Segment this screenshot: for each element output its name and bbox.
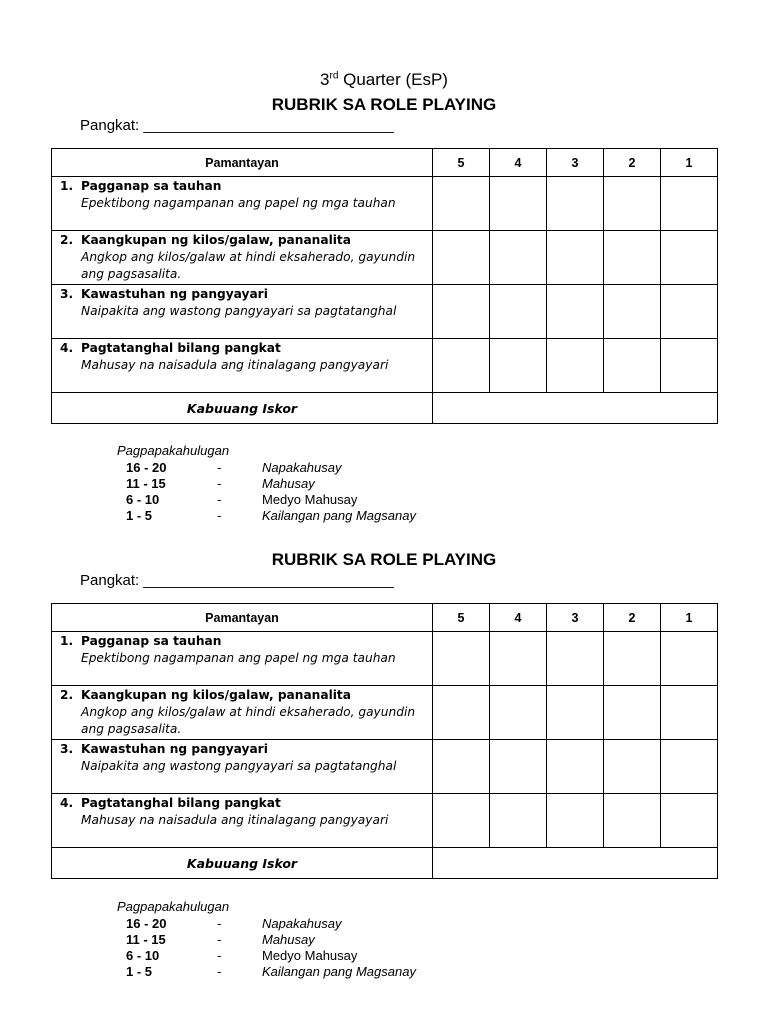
legend-description: Medyo Mahusay bbox=[262, 492, 358, 507]
criterion-title: Kawastuhan ng pangyayari bbox=[81, 742, 268, 756]
score-cell-1[interactable] bbox=[661, 740, 718, 794]
criterion-heading bbox=[52, 741, 432, 758]
criterion-heading bbox=[52, 687, 432, 704]
score-legend bbox=[117, 443, 416, 524]
pangkat-blank-line[interactable]: ______________________________ bbox=[143, 117, 394, 134]
table-header-row bbox=[52, 604, 718, 632]
legend-row bbox=[117, 964, 416, 980]
quarter-label: Quarter (EsP) bbox=[338, 70, 448, 89]
score-cell-4[interactable] bbox=[490, 794, 547, 848]
column-header-score-5: 5 bbox=[433, 604, 490, 632]
rubric-title: RUBRIK SA ROLE PLAYING bbox=[271, 95, 497, 114]
score-cell-1[interactable] bbox=[661, 794, 718, 848]
criterion-heading bbox=[52, 178, 432, 195]
legend-title: Pagpapakahulugan bbox=[117, 443, 230, 458]
legend-row bbox=[117, 916, 416, 932]
criterion-description: Epektibong nagampanan ang papel ng mga tauhan bbox=[81, 196, 396, 210]
pangkat-blank-line[interactable]: ______________________________ bbox=[143, 572, 394, 589]
score-cell-4[interactable] bbox=[490, 231, 547, 285]
score-cell-3[interactable] bbox=[547, 285, 604, 339]
score-cell-3[interactable] bbox=[547, 177, 604, 231]
table-row bbox=[52, 285, 718, 339]
table-row bbox=[52, 177, 718, 231]
rubric-table bbox=[51, 148, 718, 424]
quarter-number: 3 bbox=[320, 70, 330, 89]
criterion-heading bbox=[52, 340, 432, 357]
column-header-score-2: 2 bbox=[604, 149, 661, 177]
total-score-cell[interactable] bbox=[433, 848, 718, 879]
legend-description: Mahusay bbox=[262, 476, 315, 491]
criterion-heading bbox=[52, 232, 432, 249]
criterion-number: 3. bbox=[60, 742, 74, 756]
column-header-score-1: 1 bbox=[661, 604, 718, 632]
score-cell-3[interactable] bbox=[547, 231, 604, 285]
legend-range: 16 - 20 bbox=[126, 916, 167, 931]
score-cell-5[interactable] bbox=[433, 231, 490, 285]
total-row bbox=[52, 393, 718, 424]
criterion-title: Kawastuhan ng pangyayari bbox=[81, 287, 268, 301]
legend-dash: - bbox=[217, 964, 222, 979]
score-cell-5[interactable] bbox=[433, 686, 490, 740]
score-cell-1[interactable] bbox=[661, 285, 718, 339]
score-cell-5[interactable] bbox=[433, 339, 490, 393]
score-cell-3[interactable] bbox=[547, 632, 604, 686]
legend-range: 6 - 10 bbox=[126, 492, 160, 507]
criterion-description: Mahusay na naisadula ang itinalagang pangyayari bbox=[81, 813, 389, 827]
criterion-cell bbox=[52, 177, 433, 231]
legend-row bbox=[117, 948, 416, 964]
score-cell-5[interactable] bbox=[433, 632, 490, 686]
criterion-cell bbox=[52, 686, 433, 740]
criterion-title: Pagtatanghal bilang pangkat bbox=[81, 796, 281, 810]
score-cell-4[interactable] bbox=[490, 740, 547, 794]
rubric-table bbox=[51, 603, 718, 879]
criterion-title: Pagganap sa tauhan bbox=[81, 179, 222, 193]
legend-dash: - bbox=[217, 460, 222, 475]
score-cell-3[interactable] bbox=[547, 339, 604, 393]
score-cell-2[interactable] bbox=[604, 339, 661, 393]
legend-title: Pagpapakahulugan bbox=[117, 899, 230, 914]
pangkat-label: Pangkat: bbox=[80, 117, 140, 134]
criterion-title: Pagtatanghal bilang pangkat bbox=[81, 341, 281, 355]
criterion-title: Pagganap sa tauhan bbox=[81, 634, 222, 648]
column-header-pamantayan: Pamantayan bbox=[52, 604, 433, 632]
legend-description: Napakahusay bbox=[262, 460, 342, 475]
score-cell-2[interactable] bbox=[604, 794, 661, 848]
legend-dash: - bbox=[217, 508, 222, 523]
table-row bbox=[52, 686, 718, 740]
score-cell-4[interactable] bbox=[490, 285, 547, 339]
legend-range: 1 - 5 bbox=[126, 964, 153, 979]
legend-dash: - bbox=[217, 492, 222, 507]
rubric-title: RUBRIK SA ROLE PLAYING bbox=[271, 550, 497, 569]
criterion-number: 1. bbox=[60, 634, 74, 648]
legend-dash: - bbox=[217, 916, 222, 931]
criterion-description: Angkop ang kilos/galaw at hindi eksaherado, gayundin ang pagsasalita. bbox=[81, 250, 416, 281]
score-cell-1[interactable] bbox=[661, 231, 718, 285]
table-row bbox=[52, 339, 718, 393]
total-score-cell[interactable] bbox=[433, 393, 718, 424]
legend-dash: - bbox=[217, 932, 222, 947]
criterion-cell bbox=[52, 339, 433, 393]
criterion-heading bbox=[52, 633, 432, 650]
score-cell-1[interactable] bbox=[661, 339, 718, 393]
legend-row bbox=[117, 492, 416, 508]
column-header-score-2: 2 bbox=[604, 604, 661, 632]
quarter-ordinal-suffix: rd bbox=[329, 70, 339, 82]
criterion-description: Epektibong nagampanan ang papel ng mga tauhan bbox=[81, 651, 396, 665]
legend-range: 1 - 5 bbox=[126, 508, 153, 523]
criterion-number: 2. bbox=[60, 688, 74, 702]
criterion-heading bbox=[52, 795, 432, 812]
total-row bbox=[52, 848, 718, 879]
score-cell-5[interactable] bbox=[433, 740, 490, 794]
score-cell-3[interactable] bbox=[547, 794, 604, 848]
criterion-heading bbox=[52, 286, 432, 303]
column-header-score-4: 4 bbox=[490, 149, 547, 177]
score-cell-1[interactable] bbox=[661, 632, 718, 686]
legend-dash: - bbox=[217, 476, 222, 491]
score-cell-2[interactable] bbox=[604, 632, 661, 686]
criterion-description: Angkop ang kilos/galaw at hindi eksaherado, gayundin ang pagsasalita. bbox=[81, 705, 416, 736]
legend-description: Kailangan pang Magsanay bbox=[262, 508, 416, 523]
pangkat-field[interactable] bbox=[80, 117, 394, 134]
score-cell-2[interactable] bbox=[604, 686, 661, 740]
table-row bbox=[52, 740, 718, 794]
score-legend bbox=[117, 899, 416, 980]
criterion-description: Naipakita ang wastong pangyayari sa pagtatanghal bbox=[81, 304, 397, 318]
criterion-description: Mahusay na naisadula ang itinalagang pangyayari bbox=[81, 358, 389, 372]
score-cell-3[interactable] bbox=[547, 686, 604, 740]
table-row bbox=[52, 632, 718, 686]
score-cell-4[interactable] bbox=[490, 177, 547, 231]
pangkat-field[interactable] bbox=[80, 572, 394, 589]
legend-range: 16 - 20 bbox=[126, 460, 167, 475]
legend-row bbox=[117, 508, 416, 524]
score-cell-4[interactable] bbox=[490, 339, 547, 393]
legend-row bbox=[117, 476, 416, 492]
score-cell-2[interactable] bbox=[604, 177, 661, 231]
score-cell-1[interactable] bbox=[661, 177, 718, 231]
table-header-row bbox=[52, 149, 718, 177]
legend-description: Napakahusay bbox=[262, 916, 342, 931]
column-header-score-5: 5 bbox=[433, 149, 490, 177]
score-cell-1[interactable] bbox=[661, 686, 718, 740]
criterion-cell bbox=[52, 231, 433, 285]
criterion-number: 4. bbox=[60, 341, 74, 355]
criterion-cell bbox=[52, 632, 433, 686]
column-header-score-3: 3 bbox=[547, 149, 604, 177]
legend-description: Kailangan pang Magsanay bbox=[262, 964, 416, 979]
legend-range: 11 - 15 bbox=[126, 476, 166, 491]
criterion-number: 3. bbox=[60, 287, 74, 301]
pangkat-label: Pangkat: bbox=[80, 572, 140, 589]
criterion-number: 4. bbox=[60, 796, 74, 810]
legend-range: 11 - 15 bbox=[126, 932, 166, 947]
score-cell-4[interactable] bbox=[490, 686, 547, 740]
total-score-label: Kabuuang Iskor bbox=[52, 393, 433, 424]
score-cell-4[interactable] bbox=[490, 632, 547, 686]
legend-row bbox=[117, 932, 416, 948]
table-row bbox=[52, 794, 718, 848]
criterion-description: Naipakita ang wastong pangyayari sa pagtatanghal bbox=[81, 759, 397, 773]
score-cell-2[interactable] bbox=[604, 231, 661, 285]
table-row bbox=[52, 231, 718, 285]
score-cell-5[interactable] bbox=[433, 177, 490, 231]
column-header-score-1: 1 bbox=[661, 149, 718, 177]
column-header-pamantayan: Pamantayan bbox=[52, 149, 433, 177]
score-cell-5[interactable] bbox=[433, 794, 490, 848]
total-score-label: Kabuuang Iskor bbox=[52, 848, 433, 879]
quarter-heading bbox=[0, 70, 768, 90]
legend-dash: - bbox=[217, 948, 222, 963]
legend-row bbox=[117, 460, 416, 476]
criterion-title: Kaangkupan ng kilos/galaw, pananalita bbox=[81, 688, 351, 702]
score-cell-2[interactable] bbox=[604, 740, 661, 794]
score-cell-5[interactable] bbox=[433, 285, 490, 339]
criterion-cell bbox=[52, 285, 433, 339]
criterion-number: 2. bbox=[60, 233, 74, 247]
column-header-score-3: 3 bbox=[547, 604, 604, 632]
legend-description: Medyo Mahusay bbox=[262, 948, 358, 963]
score-cell-3[interactable] bbox=[547, 740, 604, 794]
criterion-number: 1. bbox=[60, 179, 74, 193]
score-cell-2[interactable] bbox=[604, 285, 661, 339]
legend-range: 6 - 10 bbox=[126, 948, 160, 963]
column-header-score-4: 4 bbox=[490, 604, 547, 632]
criterion-cell bbox=[52, 794, 433, 848]
criterion-cell bbox=[52, 740, 433, 794]
criterion-title: Kaangkupan ng kilos/galaw, pananalita bbox=[81, 233, 351, 247]
legend-description: Mahusay bbox=[262, 932, 315, 947]
